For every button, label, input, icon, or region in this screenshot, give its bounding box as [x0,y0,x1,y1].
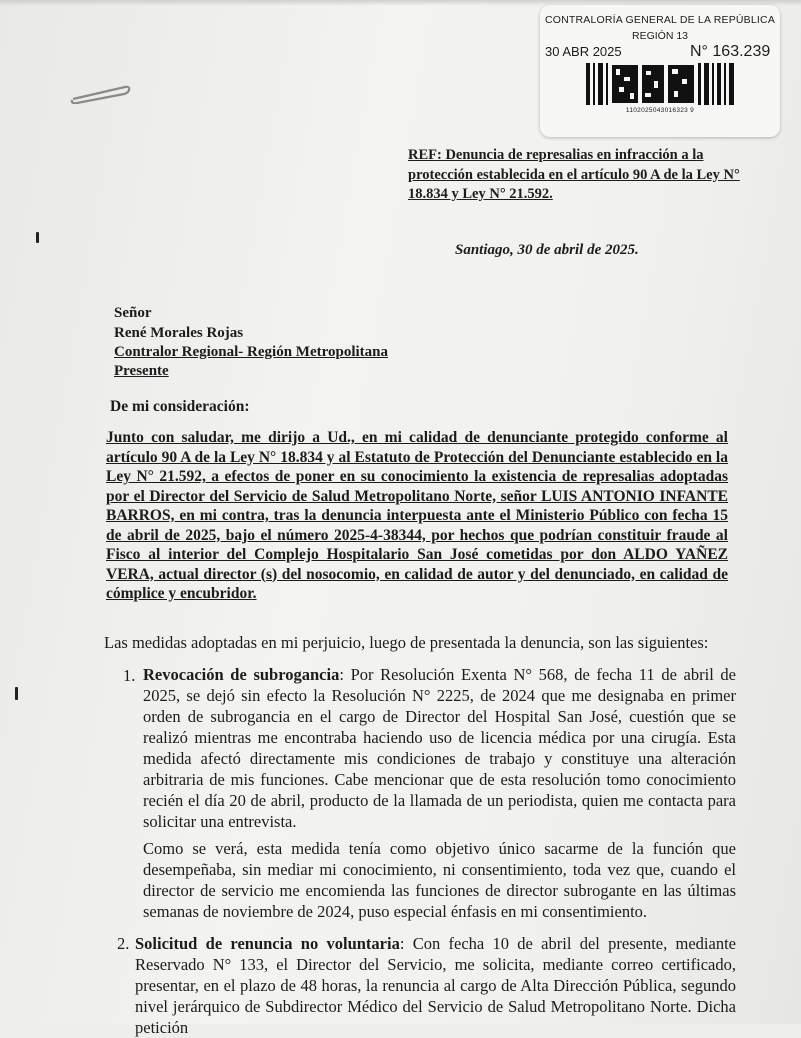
intro-paragraph: Junto con saludar, me dirijo a Ud., en mi calidad de denunciante protegido conforme al artículo 90 A de la Ley N° 18.834 y al Estatuto de Protección del Denunciante establecido en la Ley N° 21.592, a efectos de poner en su conocimiento la existencia de represalias adoptadas por el Director del Servicio de Salud Metropolitano Norte, señor LUIS ANTONIO INFANTE BARROS, en mi contra, tras la denuncia interpuesta ante el Ministerio Público con fecha 15 de abril de 2025, bajo el número 2025-4-38344, por hechos que podrían constituir fraude al Fisco al interior del Complejo Hospitalario San José cometidas por don ALDO YAÑEZ VERA, actual director (s) del nosocomio, en calidad de autor y del denunciado, en calidad de cómplice y encubridor. [106,429,728,602]
item-1-followup: Como se verá, esta medida tenía como objetivo único sacarme de la función que desempeñaba, sin mediar mi conocimiento, ni consentimiento, toda vez que, cuando el director de servicio me encomienda las funciones de director subrogante en las últimas semanas de noviembre de 2024, puso especial énfasis en mi consentimiento. [143,839,736,921]
reference-subject: REF: Denuncia de represalias en infracción a la protección establecida en el artículo 90 A de la Ley N° 18.834 y Ley N° 21.592. [408,147,740,202]
item-1-number: 1. [123,666,136,685]
paperclip-icon [69,82,133,104]
reception-stamp [540,5,780,137]
stamp-barcode-number: 1102025043016323 9 [625,107,695,114]
place-date: Santiago, 30 de abril de 2025. [455,242,639,258]
item-1-body: : Por Resolución Exenta N° 568, de fecha 11 de abril de 2025, se dejó sin efecto la Resolución N° 2225, de 2024 que me designaba en primer orden de subrogancia en el cargo de Director del Hospital San José, cuestión que se realizó mientras me encontraba haciendo uso de licencia médica por una cirugía. Esta medida afectó directamente mis condiciones de trabajo y constituye una alteración arbitraria de mis funciones. Cabe mencionar que de esta resolución tomo conocimiento recién el día 20 de abril, producto de la llamada de un periodista, quien me contacta para solicitar una entrevista. [143,665,737,831]
stamp-number: N° 163.239 [690,43,771,60]
margin-mark [15,687,18,700]
addressee-name: René Morales Rojas [114,325,244,341]
stamp-region: REGIÓN 13 [631,30,689,42]
stamp-date: 30 ABR 2025 [545,44,622,59]
barcode-icon [586,63,734,105]
addressee-presente: Presente [114,363,169,379]
measures-intro: Las medidas adoptadas en mi perjuicio, luego de presentada la denuncia, son las siguientes: [104,633,709,652]
addressee-title: Contralor Regional- Región Metropolitana [114,344,389,360]
stamp-organization: CONTRALORÍA GENERAL DE LA REPÚBLICA [544,14,776,26]
item-2-title: Solicitud de renuncia no voluntaria [135,934,400,953]
item-1-title: Revocación de subrogancia [143,665,340,684]
item-2-body: : Con fecha 10 de abril del presente, mediante Reservado N° 133, el Director del Servicio, me solicita, mediante correo certificado, presentar, en el plazo de 48 horas, la renuncia al cargo de Alta Dirección Pública, segundo nivel jerárquico de Subdirector Médico del Servicio de Salud Metropolitano Norte. Dicha petición [135,934,737,1037]
item-1-text [143,664,736,832]
greeting: De mi consideración: [110,398,250,415]
item-2-number: 2. [117,934,130,953]
margin-mark [36,232,39,243]
addressee-salutation: Señor [114,305,152,321]
item-2-text [135,933,736,1038]
